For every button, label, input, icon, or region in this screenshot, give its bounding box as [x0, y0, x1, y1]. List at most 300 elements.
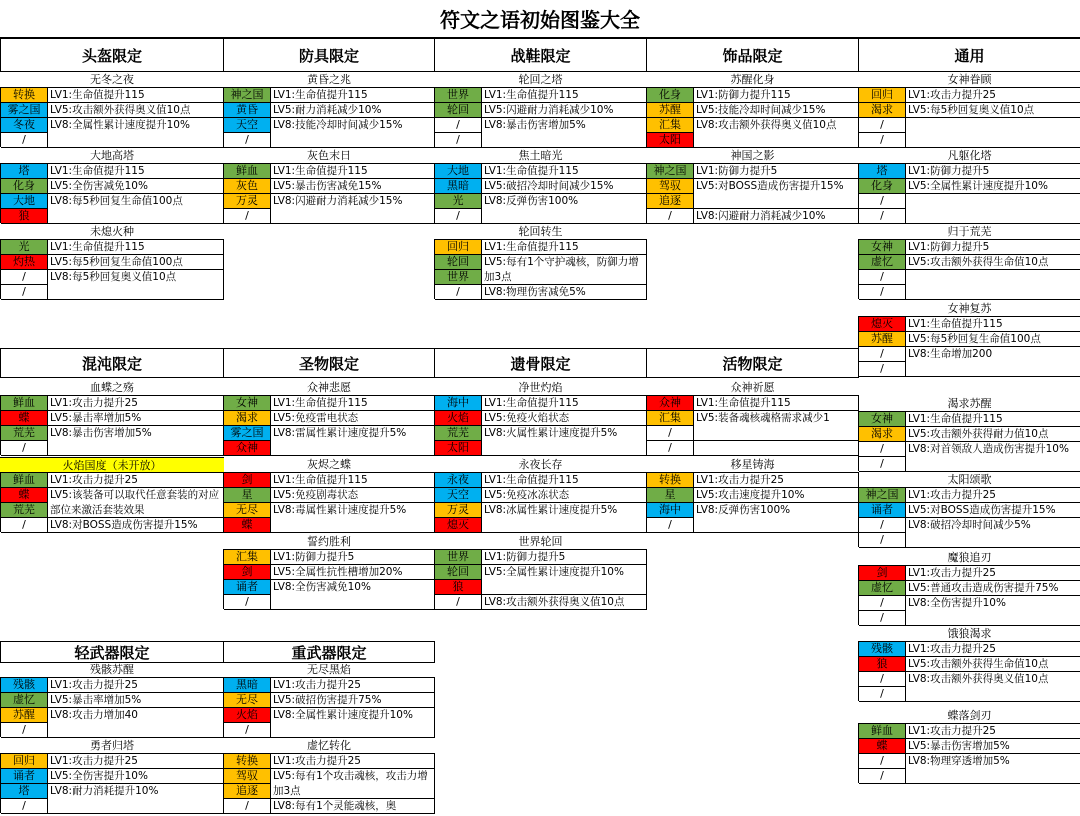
rune-cell: / [859, 457, 906, 472]
rune-cell: 渴求 [859, 427, 906, 442]
rune-grid [434, 163, 647, 223]
rune-grid [0, 239, 224, 299]
rune-grid [858, 487, 1080, 547]
rune-cell: 狼 [435, 580, 482, 595]
item-name: 魔狼追刃 [947, 551, 992, 564]
rune-cell: 诵者 [859, 503, 906, 518]
effect-cell: LV5:攻击额外获得奥义值10点 [48, 103, 224, 118]
rune-cell: 海中 [647, 503, 694, 518]
rune-cell: / [1, 518, 48, 533]
item-name: 永夜长存 [518, 458, 563, 471]
item-name: 众神祈愿 [730, 381, 775, 394]
effect-cell: LV8:全伤害提升10% [906, 596, 1080, 626]
effect-cell: LV1:防御力提升115 [694, 88, 859, 103]
item-name: 归于荒芜 [947, 225, 992, 238]
section-header-9: 轻武器限定 [0, 641, 224, 663]
rune-cell: 蝶 [224, 518, 271, 533]
item-block [858, 708, 1080, 783]
rune-cell: 雾之国 [1, 103, 48, 118]
rune-cell: 鲜血 [224, 164, 271, 179]
item-block [858, 301, 1080, 376]
item-name: 未熄火种 [90, 225, 134, 238]
effect-cell: LV5:对BOSS造成伤害提升15% [694, 179, 859, 209]
item-block [0, 148, 224, 223]
section-header-7: 遗骨限定 [434, 348, 647, 378]
effect-cell: LV5:该装备可以取代任意套装的对应部位来激活套装效果 [48, 488, 224, 518]
item-block [223, 72, 435, 147]
rune-cell: 冬夜 [1, 118, 48, 133]
effect-cell: LV1:生命值提升115 [48, 240, 224, 255]
effect-cell: LV8:耐力消耗提升10% [48, 784, 224, 814]
rune-cell: 无尽 [224, 693, 271, 708]
rune-cell: / [435, 118, 482, 133]
rune-cell: 剑 [224, 565, 271, 580]
rune-cell: / [224, 799, 271, 814]
item-block [434, 534, 647, 609]
rune-cell: / [1, 723, 48, 738]
effect-cell: LV5:闪避耐力消耗减少10% [482, 103, 647, 118]
effect-cell: LV8:技能冷却时间减少15% [271, 118, 435, 148]
item-name: 轮回转生 [518, 225, 563, 238]
effect-cell: LV1:防御力提升5 [482, 550, 647, 565]
item-name: 移星铸海 [730, 458, 775, 471]
rune-cell: / [859, 442, 906, 457]
rune-cell: 光 [435, 194, 482, 209]
rune-grid [223, 395, 435, 455]
item-name: 黄昏之兆 [307, 73, 351, 86]
effect-cell: LV8:破招冷却时间减少5% [906, 518, 1080, 548]
effect-cell: LV5:攻击额外获得生命值10点 [906, 657, 1080, 672]
effect-cell: LV5:暴击率增加5% [48, 411, 224, 426]
rune-grid [434, 549, 647, 609]
rune-grid [858, 411, 1080, 471]
item-name: 世界轮回 [518, 535, 563, 548]
rune-cell: 世界 [435, 88, 482, 103]
rune-cell: 黑暗 [224, 678, 271, 693]
effect-cell: LV1:攻击力提升25 [271, 678, 435, 693]
rune-cell: 众神 [224, 441, 271, 456]
effect-cell: LV1:攻击力提升25 [271, 754, 435, 769]
rune-cell: / [859, 194, 906, 209]
item-name: 女神眷顾 [947, 73, 992, 86]
effect-cell: LV1:生命值提升115 [48, 88, 224, 103]
effect-cell: LV5:对BOSS造成伤害提升15% [906, 503, 1080, 518]
rune-cell: 星 [224, 488, 271, 503]
item-block [223, 662, 435, 737]
rune-cell: / [1, 133, 48, 148]
rune-cell: 神之国 [224, 88, 271, 103]
effect-cell: LV8:对首领敌人造成伤害提升10% [906, 442, 1080, 472]
rune-cell: 轮回 [435, 255, 482, 270]
item-name: 渴求苏醒 [947, 397, 992, 410]
rune-cell: 塔 [1, 164, 48, 179]
effect-cell: LV5:攻击额外获得耐力值10点 [906, 427, 1080, 442]
effect-cell: LV5:每有1个攻击魂核，攻击力增加3点 [271, 769, 435, 799]
item-name: 净世灼焰 [518, 381, 563, 394]
item-block [0, 738, 224, 813]
rune-cell: / [435, 133, 482, 148]
rune-cell: 狼 [859, 657, 906, 672]
rune-cell: 汇集 [647, 411, 694, 426]
effect-cell: LV5:全属性累计速度提升10% [906, 179, 1080, 194]
section-header-10: 重武器限定 [223, 641, 435, 663]
rune-cell: / [647, 426, 694, 441]
effect-cell: LV5:装备魂核魂格需求减少1 [694, 411, 859, 441]
rune-cell: 熄灭 [859, 317, 906, 332]
rune-cell: 剑 [224, 473, 271, 488]
rune-grid [0, 87, 224, 147]
rune-cell: / [224, 209, 271, 224]
effect-cell: LV8:攻击额外获得奥义值10点 [694, 118, 859, 148]
rune-cell: 光 [1, 240, 48, 255]
rune-grid [223, 472, 435, 532]
item-block [858, 396, 1080, 471]
rune-cell: 荒芜 [435, 426, 482, 441]
item-block [0, 380, 224, 455]
rune-grid [223, 163, 435, 223]
section-header-4: 通用 [858, 38, 1080, 72]
effect-cell: LV8:全属性累计速度提升10% [48, 118, 224, 148]
item-name: 誓约胜利 [307, 535, 351, 548]
effect-cell: LV1:生命值提升115 [482, 240, 647, 255]
rune-cell: / [1, 441, 48, 456]
rune-cell: / [1, 270, 48, 285]
rune-grid [0, 163, 224, 223]
effect-cell: LV8:反弹伤害100% [694, 503, 859, 533]
rune-cell: / [1, 285, 48, 300]
rune-cell: / [859, 769, 906, 784]
rune-cell: / [435, 209, 482, 224]
effect-cell [906, 194, 1080, 224]
item-block [858, 224, 1080, 299]
rune-cell: 星 [647, 488, 694, 503]
rune-cell: 大地 [435, 164, 482, 179]
item-name: 大地高塔 [90, 149, 134, 162]
rune-cell: / [224, 595, 271, 610]
effect-cell: LV1:防御力提升5 [694, 164, 859, 179]
rune-grid [434, 87, 647, 147]
rune-grid [858, 641, 1080, 701]
rune-cell: 诵者 [224, 580, 271, 595]
item-name: 勇者归塔 [90, 739, 134, 752]
effect-cell: LV8:暴击伤害增加5% [48, 426, 224, 456]
item-block [0, 457, 224, 532]
effect-cell: LV1:攻击力提升25 [48, 678, 224, 693]
rune-cell: 大地 [1, 194, 48, 209]
effect-cell: LV8:每有1个灵能魂核，奥 [271, 799, 435, 814]
rune-cell: 苏醒 [1, 708, 48, 723]
section-header-3: 饰品限定 [646, 38, 859, 72]
rune-cell: / [435, 595, 482, 610]
effect-cell: LV5:技能冷却时间减少15% [694, 103, 859, 118]
item-name: 灰色末日 [307, 149, 351, 162]
effect-cell: LV1:攻击力提升25 [906, 88, 1080, 103]
effect-cell: LV8:闪避耐力消耗减少15% [271, 194, 435, 224]
effect-cell: LV8:攻击额外获得奥义值10点 [906, 672, 1080, 702]
rune-cell: / [224, 133, 271, 148]
rune-cell: 汇集 [647, 118, 694, 133]
rune-cell: 虚忆 [859, 255, 906, 270]
rune-cell: / [859, 687, 906, 702]
item-name: 轮回之塔 [518, 73, 563, 86]
item-name: 神国之影 [730, 149, 775, 162]
rune-grid [0, 753, 224, 813]
rune-cell: / [859, 118, 906, 133]
effect-cell: LV1:生命值提升115 [271, 396, 435, 411]
rune-cell: 追逐 [647, 194, 694, 209]
rune-cell: 塔 [1, 784, 48, 799]
effect-cell: LV8:攻击力增加40 [48, 708, 224, 738]
rune-grid [223, 753, 435, 813]
item-name: 血蝶之殇 [90, 381, 134, 394]
rune-grid [858, 87, 1080, 147]
rune-cell: 万灵 [435, 503, 482, 518]
item-block [646, 72, 859, 147]
rune-cell: 永夜 [435, 473, 482, 488]
effect-cell: LV1:生命值提升115 [48, 164, 224, 179]
effect-cell: LV1:生命值提升115 [906, 412, 1080, 427]
rune-cell: 女神 [224, 396, 271, 411]
rune-cell: 回归 [1, 754, 48, 769]
rune-cell: 荒芜 [1, 503, 48, 518]
item-block [223, 148, 435, 223]
rune-cell: 天空 [435, 488, 482, 503]
effect-cell: LV8:闪避耐力消耗减少10% [694, 209, 859, 224]
rune-cell: 苏醒 [647, 103, 694, 118]
rune-cell: 熄灭 [435, 518, 482, 533]
item-block [858, 626, 1080, 701]
item-block [646, 457, 859, 532]
rune-cell: / [859, 209, 906, 224]
rune-cell: 太阳 [435, 441, 482, 456]
effect-cell: LV1:生命值提升115 [271, 473, 435, 488]
effect-cell: LV8:毒属性累计速度提升5% [271, 503, 435, 533]
effect-cell: LV1:防御力提升5 [271, 550, 435, 565]
item-name: 无尽黑焰 [307, 663, 351, 676]
item-name: 虚忆转化 [307, 739, 351, 752]
rune-cell: 万灵 [224, 194, 271, 209]
effect-cell: LV1:生命值提升115 [482, 164, 647, 179]
rune-grid [858, 316, 1080, 376]
rune-grid [0, 472, 224, 532]
effect-cell: LV1:攻击力提升25 [694, 473, 859, 488]
effect-cell: LV1:生命值提升115 [482, 396, 647, 411]
rune-grid [646, 87, 859, 147]
item-block [434, 224, 647, 299]
item-block [434, 72, 647, 147]
effect-cell: LV5:每5秒回复奥义值10点 [906, 103, 1080, 118]
effect-cell: LV8:攻击额外获得奥义值10点 [482, 595, 647, 610]
effect-cell: LV1:攻击力提升25 [48, 396, 224, 411]
item-block [858, 472, 1080, 547]
rune-grid [434, 395, 647, 455]
item-block [646, 380, 859, 455]
item-block [223, 457, 435, 532]
item-block [223, 534, 435, 609]
rune-cell: 火焰 [224, 708, 271, 723]
effect-cell: LV8:对BOSS造成伤害提升15% [48, 518, 224, 533]
rune-grid [223, 677, 435, 737]
item-block [0, 662, 224, 737]
rune-cell: 残骸 [1, 678, 48, 693]
rune-cell: 太阳 [647, 133, 694, 148]
rune-grid [434, 472, 647, 532]
rune-grid [858, 565, 1080, 625]
rune-cell: / [859, 285, 906, 300]
item-name: 残骸苏醒 [90, 663, 134, 676]
rune-cell: 诵者 [1, 769, 48, 784]
rune-cell: / [859, 347, 906, 362]
rune-cell: 黑暗 [435, 179, 482, 194]
effect-cell: LV5:破招冷却时间减少15% [482, 179, 647, 194]
rune-cell: / [859, 611, 906, 626]
rune-cell: / [224, 723, 271, 738]
effect-cell: LV1:攻击力提升25 [906, 724, 1080, 739]
item-name: 焦土暗光 [518, 149, 563, 162]
item-block [434, 148, 647, 223]
effect-cell: LV5:每5秒回复生命值100点 [48, 255, 224, 270]
rune-cell: / [435, 285, 482, 300]
item-block [0, 72, 224, 147]
effect-cell: LV8:雷属性累计速度提升5% [271, 426, 435, 456]
effect-cell: LV8:暴击伤害增加5% [482, 118, 647, 148]
effect-cell: LV5:免疫雷电状态 [271, 411, 435, 426]
effect-cell: LV8:火属性累计速度提升5% [482, 426, 647, 456]
rune-cell: 黄昏 [224, 103, 271, 118]
section-header-5: 混沌限定 [0, 348, 224, 378]
rune-cell: 蝶 [1, 488, 48, 503]
rune-cell: 女神 [859, 240, 906, 255]
effect-cell: LV1:生命值提升115 [482, 88, 647, 103]
rune-cell: 转换 [1, 88, 48, 103]
effect-cell: LV5:免疫冰冻状态 [482, 488, 647, 503]
rune-cell: 虚忆 [859, 581, 906, 596]
rune-cell: 虚忆 [1, 693, 48, 708]
rune-grid [434, 239, 647, 299]
rune-cell: 转换 [224, 754, 271, 769]
effect-cell: LV8:物理伤害减免5% [482, 285, 647, 300]
rune-cell: 灼热 [1, 255, 48, 270]
rune-cell: 转换 [647, 473, 694, 488]
rune-cell: 汇集 [224, 550, 271, 565]
rune-cell: / [859, 270, 906, 285]
effect-cell: LV1:生命值提升115 [482, 473, 647, 488]
rune-cell: / [859, 596, 906, 611]
section-header-2: 战鞋限定 [434, 38, 647, 72]
rune-cell: 无尽 [224, 503, 271, 518]
effect-cell: LV5:全属性累计速度提升10% [482, 565, 647, 595]
effect-cell: LV5:每有1个守护魂核，防御力增加3点 [482, 255, 647, 285]
effect-cell: LV5:耐力消耗减少10% [271, 103, 435, 118]
effect-cell: LV8:物理穿透增加5% [906, 754, 1080, 784]
effect-cell: LV8:反弹伤害100% [482, 194, 647, 224]
rune-cell: / [859, 672, 906, 687]
effect-cell: LV1:攻击力提升25 [906, 566, 1080, 581]
rune-grid [223, 87, 435, 147]
rune-cell: 鲜血 [1, 473, 48, 488]
rune-cell: 轮回 [435, 565, 482, 580]
effect-cell [906, 118, 1080, 148]
effect-cell: LV8:每5秒回复奥义值10点 [48, 270, 224, 300]
rune-cell: / [859, 533, 906, 548]
effect-cell: LV8:全属性累计速度提升10% [271, 708, 435, 738]
rune-cell: / [647, 209, 694, 224]
section-header-8: 活物限定 [646, 348, 859, 378]
rune-cell: / [1, 799, 48, 814]
effect-cell: LV8:冰属性累计速度提升5% [482, 503, 647, 533]
effect-cell: LV5:暴击伤害增加5% [906, 739, 1080, 754]
rune-grid [646, 472, 859, 532]
item-name: 火焰国度（未开放） [0, 457, 224, 473]
rune-grid [646, 163, 859, 223]
effect-cell: LV1:攻击力提升25 [906, 488, 1080, 503]
effect-cell: LV8:生命增加200 [906, 347, 1080, 377]
sheet-title: 符文之语初始图鉴大全 [0, 0, 1080, 38]
effect-cell: LV1:防御力提升5 [906, 240, 1080, 255]
item-block [223, 380, 435, 455]
item-name: 众神悲愿 [307, 381, 351, 394]
rune-cell: / [647, 518, 694, 533]
effect-cell: LV5:普通攻击造成伤害提升75% [906, 581, 1080, 596]
rune-grid [858, 239, 1080, 299]
effect-cell: LV1:攻击力提升25 [48, 754, 224, 769]
rune-cell: 苏醒 [859, 332, 906, 347]
rune-cell: 狼 [1, 209, 48, 224]
effect-cell [694, 441, 859, 456]
effect-cell: LV5:全伤害减免10% [48, 179, 224, 194]
section-header-1: 防具限定 [223, 38, 435, 72]
effect-cell: LV5:攻击速度提升10% [694, 488, 859, 503]
effect-cell: LV1:生命值提升115 [694, 396, 859, 411]
item-name: 无冬之夜 [90, 73, 134, 86]
item-name: 太阳颂歌 [947, 473, 992, 486]
rune-cell: 回归 [435, 240, 482, 255]
effect-cell: LV1:防御力提升5 [906, 164, 1080, 179]
item-block [858, 148, 1080, 223]
rune-cell: 雾之国 [224, 426, 271, 441]
rune-cell: 渴求 [859, 103, 906, 118]
rune-cell: 回归 [859, 88, 906, 103]
effect-cell: LV5:免疫火焰状态 [482, 411, 647, 426]
item-name: 凡躯化塔 [947, 149, 992, 162]
rune-cell: / [859, 518, 906, 533]
rune-cell: 驾驭 [647, 179, 694, 194]
rune-cell: 塔 [859, 164, 906, 179]
rune-cell: 神之国 [859, 488, 906, 503]
rune-cell: 神之国 [647, 164, 694, 179]
rune-cell: 荒芜 [1, 426, 48, 441]
item-block [0, 224, 224, 299]
effect-cell: LV8:全伤害减免10% [271, 580, 435, 610]
effect-cell [906, 270, 1080, 300]
effect-cell: LV5:免疫剧毒状态 [271, 488, 435, 503]
effect-cell: LV5:破招伤害提升75% [271, 693, 435, 708]
rune-grid [0, 677, 224, 737]
rune-cell: 剑 [859, 566, 906, 581]
rune-grid [223, 549, 435, 609]
rune-cell: 蝶 [1, 411, 48, 426]
rune-cell: / [647, 441, 694, 456]
effect-cell: LV5:全伤害提升10% [48, 769, 224, 784]
effect-cell: LV5:攻击额外获得生命值10点 [906, 255, 1080, 270]
effect-cell: LV1:攻击力提升25 [906, 642, 1080, 657]
rune-cell: 轮回 [435, 103, 482, 118]
item-block [434, 380, 647, 455]
rune-cell: 化身 [647, 88, 694, 103]
item-block [858, 72, 1080, 147]
rune-cell: 世界 [435, 550, 482, 565]
rune-cell: / [859, 754, 906, 769]
